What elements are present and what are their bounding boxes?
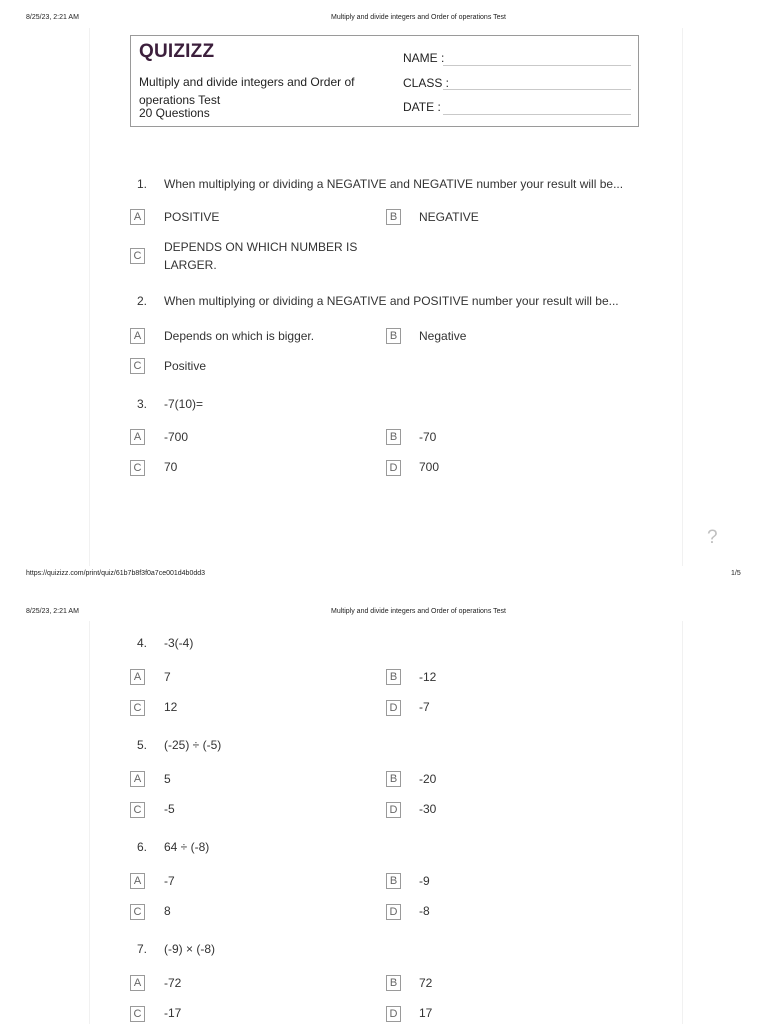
option-letter-box[interactable]: B	[386, 429, 401, 445]
option-text: -30	[419, 802, 437, 816]
option-text: -72	[164, 976, 182, 990]
option-letter-box[interactable]: A	[130, 771, 145, 787]
date-label: DATE :	[403, 100, 441, 114]
option-text: Negative	[419, 329, 467, 343]
option-letter-box[interactable]: C	[130, 1006, 145, 1022]
question-number: 3.	[137, 397, 148, 411]
option-letter-box[interactable]: C	[130, 358, 145, 374]
option-letter-box[interactable]: D	[386, 1006, 401, 1022]
option-text: 5	[164, 772, 171, 786]
option-text: POSITIVE	[164, 210, 220, 224]
question-text: -7(10)=	[164, 397, 204, 411]
option-text: -8	[419, 904, 430, 918]
option-text: -12	[419, 670, 437, 684]
print-datetime: 8/25/23, 2:21 AM	[26, 608, 79, 615]
option-letter-box[interactable]: D	[386, 904, 401, 920]
question-text: When multiplying or dividing a NEGATIVE and POSITIVE number your result will be...	[164, 294, 619, 308]
help-icon[interactable]: ?	[707, 527, 718, 548]
option-text: -700	[164, 430, 189, 444]
option-letter-box[interactable]: B	[386, 975, 401, 991]
option-text: -7	[164, 874, 175, 888]
option-text: 8	[164, 904, 171, 918]
question-number: 2.	[137, 294, 148, 308]
option-text: 700	[419, 460, 440, 474]
option-text: DEPENDS ON WHICH NUMBER IS LARGER.	[164, 240, 358, 272]
option-letter-box[interactable]: C	[130, 802, 145, 818]
option-text: 12	[164, 700, 178, 714]
option-letter-box[interactable]: A	[130, 873, 145, 889]
option-text: -17	[164, 1006, 182, 1020]
option-letter-box[interactable]: A	[130, 429, 145, 445]
question-text: (-25) ÷ (-5)	[164, 738, 222, 752]
class-field[interactable]	[443, 89, 631, 90]
option-text: NEGATIVE	[419, 210, 479, 224]
option-letter-box[interactable]: B	[386, 873, 401, 889]
option-letter-box[interactable]: B	[386, 771, 401, 787]
option-text: -7	[419, 700, 430, 714]
question-text: (-9) × (-8)	[164, 942, 215, 956]
question-number: 6.	[137, 840, 148, 854]
option-text: 17	[419, 1006, 433, 1020]
question-text: 64 ÷ (-8)	[164, 840, 210, 854]
option-letter-box[interactable]: D	[386, 700, 401, 716]
question-count: 20 Questions	[139, 106, 210, 120]
question-text: -3(-4)	[164, 636, 194, 650]
option-letter-box[interactable]: C	[130, 700, 145, 716]
option-text: -20	[419, 772, 437, 786]
option-letter-box[interactable]: B	[386, 328, 401, 344]
option-letter-box[interactable]: B	[386, 669, 401, 685]
option-letter-box[interactable]: A	[130, 209, 145, 225]
option-text: 70	[164, 460, 178, 474]
name-label: NAME :	[403, 51, 445, 65]
class-label: CLASS :	[403, 76, 450, 90]
question-number: 4.	[137, 636, 148, 650]
option-letter-box[interactable]: A	[130, 328, 145, 344]
question-number: 1.	[137, 177, 148, 191]
option-text: -5	[164, 802, 175, 816]
option-text: Depends on which is bigger.	[164, 329, 315, 343]
option-text: -70	[419, 430, 437, 444]
quiz-header-box	[130, 35, 639, 127]
name-field[interactable]	[443, 65, 631, 66]
quizizz-logo: QUIZIZZ	[139, 41, 215, 62]
date-field[interactable]	[443, 114, 631, 115]
question-text: When multiplying or dividing a NEGATIVE and NEGATIVE number your result will be...	[164, 177, 624, 191]
print-doc-title: Multiply and divide integers and Order of operations Test	[331, 14, 506, 21]
print-datetime: 8/25/23, 2:21 AM	[26, 14, 79, 21]
option-letter-box[interactable]: A	[130, 669, 145, 685]
quiz-title: Multiply and divide integers and Order of operations Test	[139, 75, 355, 107]
print-page-number: 1/5	[731, 570, 741, 577]
option-letter-box[interactable]: C	[130, 248, 145, 264]
print-url: https://quizizz.com/print/quiz/61b7b8f3f0a7ce001d4b0dd3	[26, 570, 206, 577]
option-text: 72	[419, 976, 433, 990]
option-letter-box[interactable]: C	[130, 904, 145, 920]
option-text: 7	[164, 670, 171, 684]
option-letter-box[interactable]: C	[130, 460, 145, 476]
question-number: 7.	[137, 942, 148, 956]
option-text: Positive	[164, 359, 207, 373]
option-text: -9	[419, 874, 430, 888]
option-letter-box[interactable]: A	[130, 975, 145, 991]
question-number: 5.	[137, 738, 148, 752]
option-letter-box[interactable]: D	[386, 460, 401, 476]
option-letter-box[interactable]: D	[386, 802, 401, 818]
print-doc-title: Multiply and divide integers and Order of operations Test	[331, 608, 506, 615]
option-letter-box[interactable]: B	[386, 209, 401, 225]
